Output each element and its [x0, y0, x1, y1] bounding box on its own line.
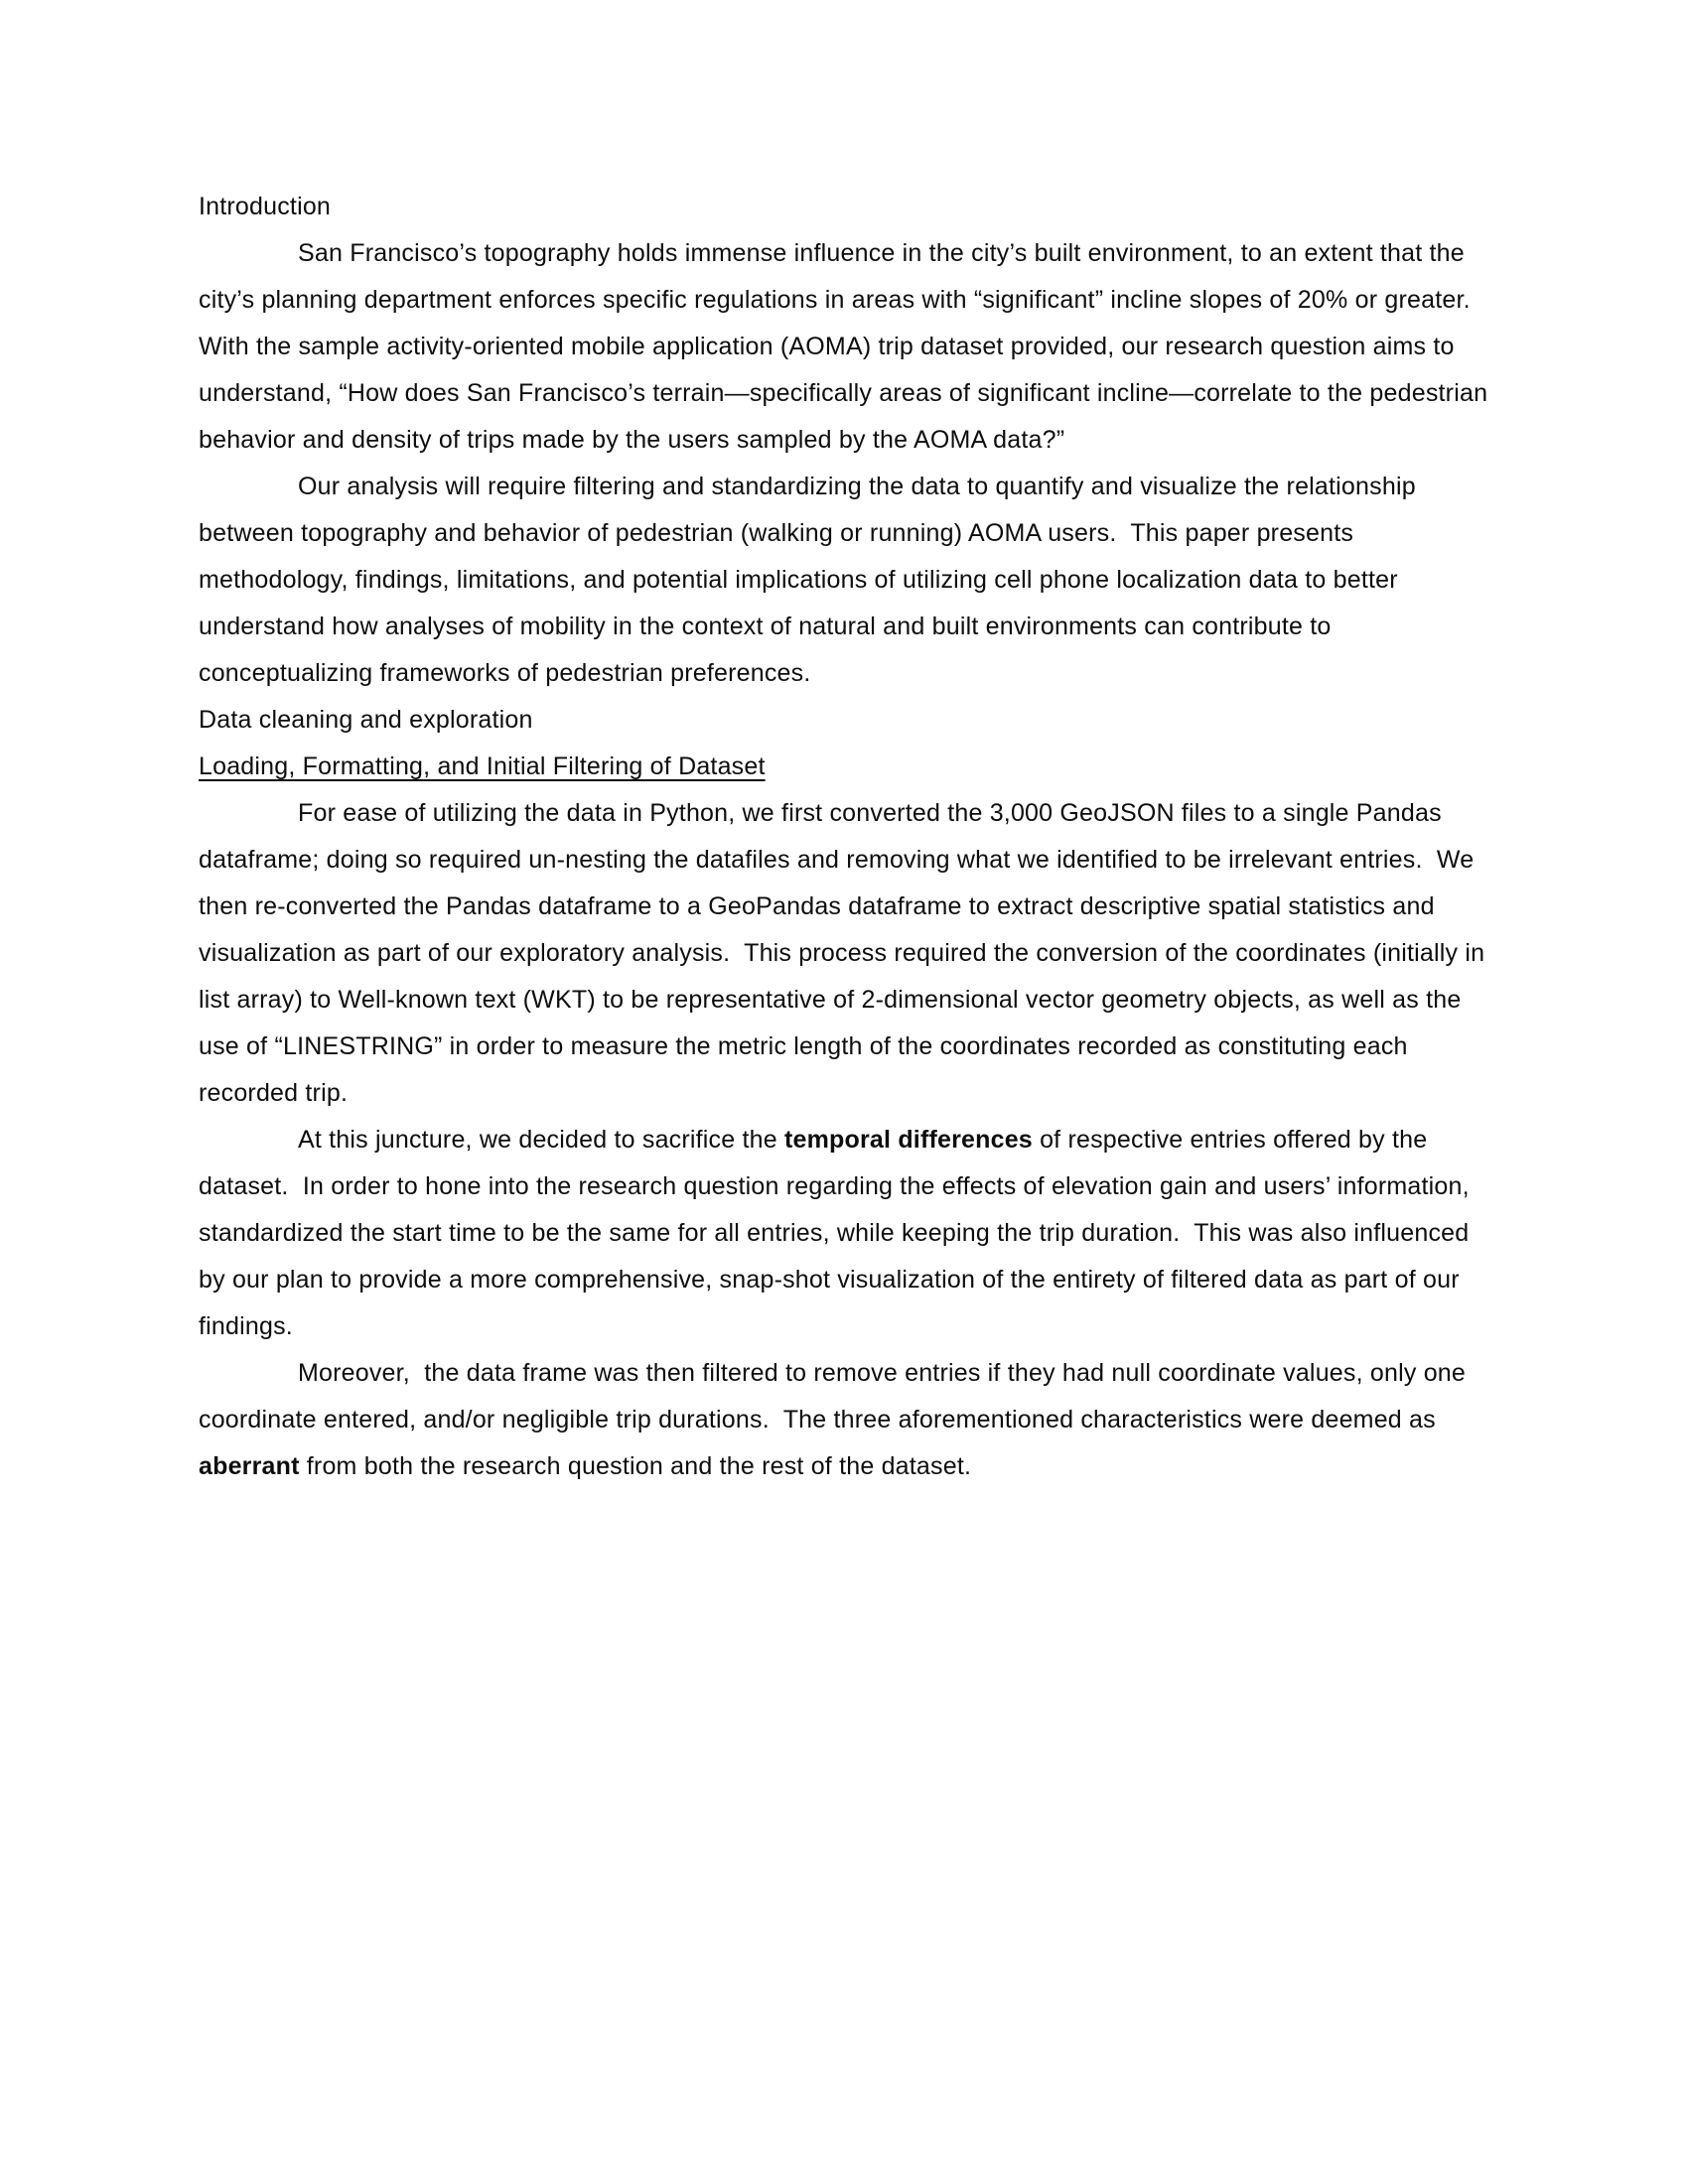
text-run: from both the research question and the rest of the dataset.	[299, 1452, 972, 1480]
loading-paragraph-1: For ease of utilizing the data in Python, we first converted the 3,000 GeoJSON files to a single Pandas dataframe; doing so required un-nesting the datafiles and removing what we identified to be irrelevant entries. We then re-converted the Pandas dataframe to a GeoPandas dataframe to extract descriptive spatial statistics and visualization as part of our exploratory analysis. This process required the conversion of the coordinates (initially in list array) to Well-known text (WKT) to be representative of 2-dimensional vector geometry objects, as well as the use of “LINESTRING” in order to measure the metric length of the coordinates recorded as constituting each recorded trip.	[199, 799, 1492, 1107]
document-body	[199, 184, 1495, 1490]
bold-term-temporal-differences: temporal differences	[784, 1126, 1033, 1154]
text-run: Moreover, the data frame was then filtered to remove entries if they had null coordinate values, only one coordinate entered, and/or negligible trip durations. The three aforementioned characteristics were deemed as	[199, 1359, 1474, 1433]
text-run: At this juncture, we decided to sacrifice the	[298, 1126, 784, 1154]
intro-paragraph-1: San Francisco’s topography holds immense influence in the city’s built environment, to an extent that the city’s planning department enforces specific regulations in areas with “significant” incline slopes of 20% or greater. With the sample activity-oriented mobile application (AOMA) trip dataset provided, our research question aims to understand, “How does San Francisco’s terrain—specifically areas of significant incline—correlate to the pedestrian behavior and density of trips made by the users sampled by the AOMA data?”	[199, 239, 1495, 454]
loading-subheading: Loading, Formatting, and Initial Filtering of Dataset	[199, 752, 766, 780]
data-cleaning-heading: Data cleaning and exploration	[199, 706, 533, 734]
loading-paragraph-2	[199, 1117, 1491, 1350]
text-run: of respective entries offered by the dataset. In order to hone into the research question regarding the effects of elevation gain and users’ information, standardized the start time to be the same for all entries, while keeping the trip duration. This was also influenced by our plan to provide a more comprehensive, snap-shot visualization of the entirety of filtered data as part of our findings.	[199, 1126, 1477, 1340]
loading-paragraph-3	[199, 1350, 1491, 1490]
introduction-heading: Introduction	[199, 193, 332, 220]
intro-paragraph-2: Our analysis will require filtering and standardizing the data to quantify and visualize the relationship between topography and behavior of pedestrian (walking or running) AOMA users. This paper presents methodology, findings, limitations, and potential implications of utilizing cell phone localization data to better understand how analyses of mobility in the context of natural and built environments can contribute to conceptualizing frameworks of pedestrian preferences.	[199, 473, 1423, 687]
bold-term-aberrant: aberrant	[199, 1452, 300, 1480]
